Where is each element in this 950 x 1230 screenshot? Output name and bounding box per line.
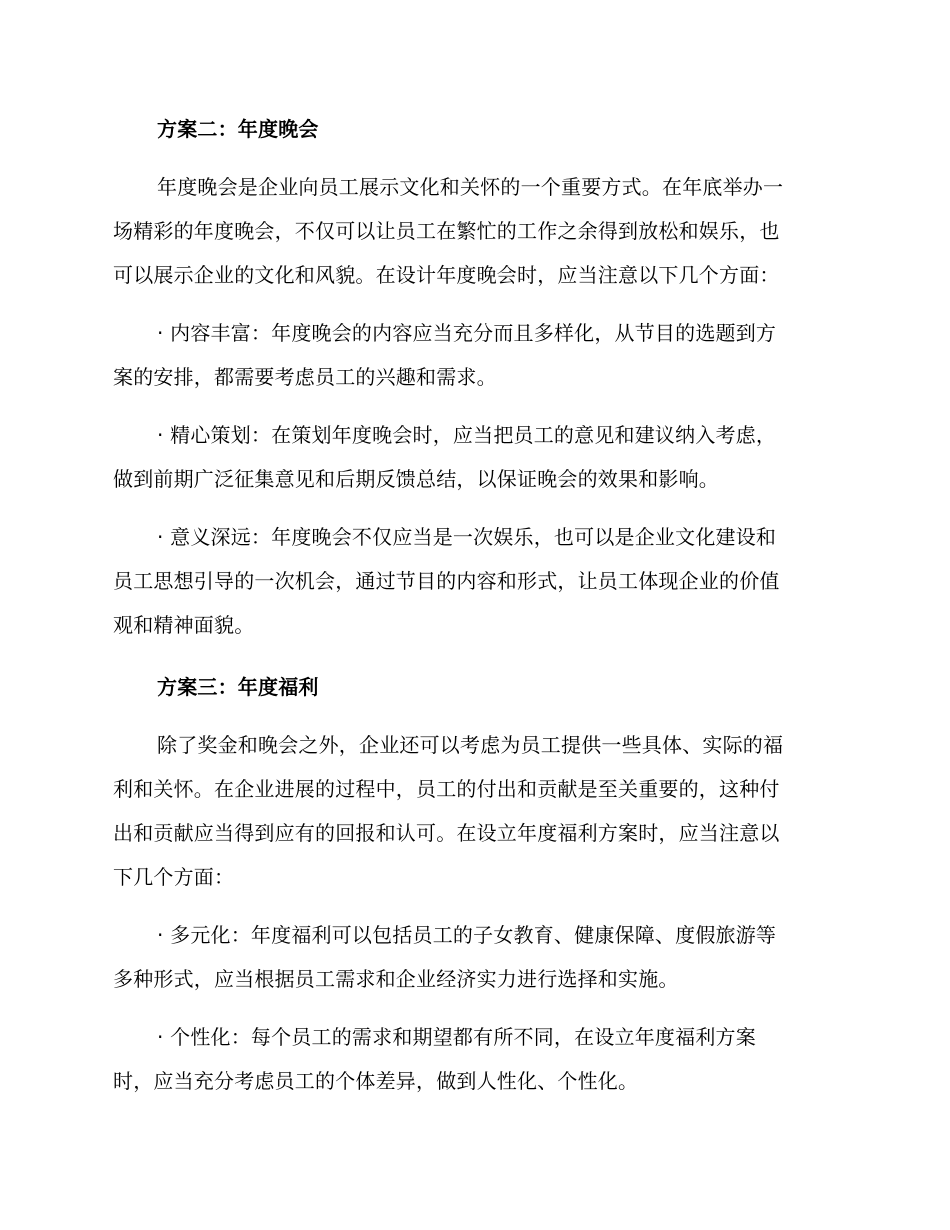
bullet-line: · 内容丰富：年度晚会的内容应当充分而且多样化，从节目的选题到方 (157, 321, 777, 345)
bullet-line: · 个性化：每个员工的需求和期望都有所不同，在设立年度福利方案 (157, 1025, 756, 1049)
paragraph-line: 可以展示企业的文化和风貌。在设计年度晚会时，应当注意以下几个方面： (113, 263, 780, 287)
paragraph-line: 场精彩的年度晚会，不仅可以让员工在繁忙的工作之余得到放松和娱乐，也 (113, 219, 780, 243)
bullet-line: · 精心策划：在策划年度晚会时，应当把员工的意见和建议纳入考虑， (157, 423, 777, 447)
paragraph-line: 年度晚会是企业向员工展示文化和关怀的一个重要方式。在年底举办一 (157, 175, 784, 199)
bullet-line: 多种形式，应当根据员工需求和企业经济实力进行选择和实施。 (113, 967, 679, 991)
bullet-line: 做到前期广泛征集意见和后期反馈总结，以保证晚会的效果和影响。 (113, 467, 719, 491)
bullet-line: · 意义深远：年度晚会不仅应当是一次娱乐，也可以是企业文化建设和 (157, 525, 777, 549)
bullet-line: 员工思想引导的一次机会，通过节目的内容和形式，让员工体现企业的价值 (113, 569, 780, 593)
bullet-line: · 多元化：年度福利可以包括员工的子女教育、健康保障、度假旅游等 (157, 923, 777, 947)
paragraph-line: 除了奖金和晚会之外，企业还可以考虑为员工提供一些具体、实际的福 (157, 733, 784, 757)
section-heading: 方案二：年度晚会 (157, 117, 319, 141)
paragraph-line: 下几个方面： (113, 865, 235, 889)
paragraph-line: 利和关怀。在企业进展的过程中，员工的付出和贡献是至关重要的，这种付 (113, 777, 780, 801)
bullet-line: 观和精神面貌。 (113, 613, 255, 637)
bullet-line: 案的安排，都需要考虑员工的兴趣和需求。 (113, 365, 497, 389)
bullet-line: 时，应当充分考虑员工的个体差异，做到人性化、个性化。 (113, 1069, 639, 1093)
paragraph-line: 出和贡献应当得到应有的回报和认可。在设立年度福利方案时，应当注意以 (113, 821, 780, 845)
section-heading: 方案三：年度福利 (157, 675, 319, 699)
